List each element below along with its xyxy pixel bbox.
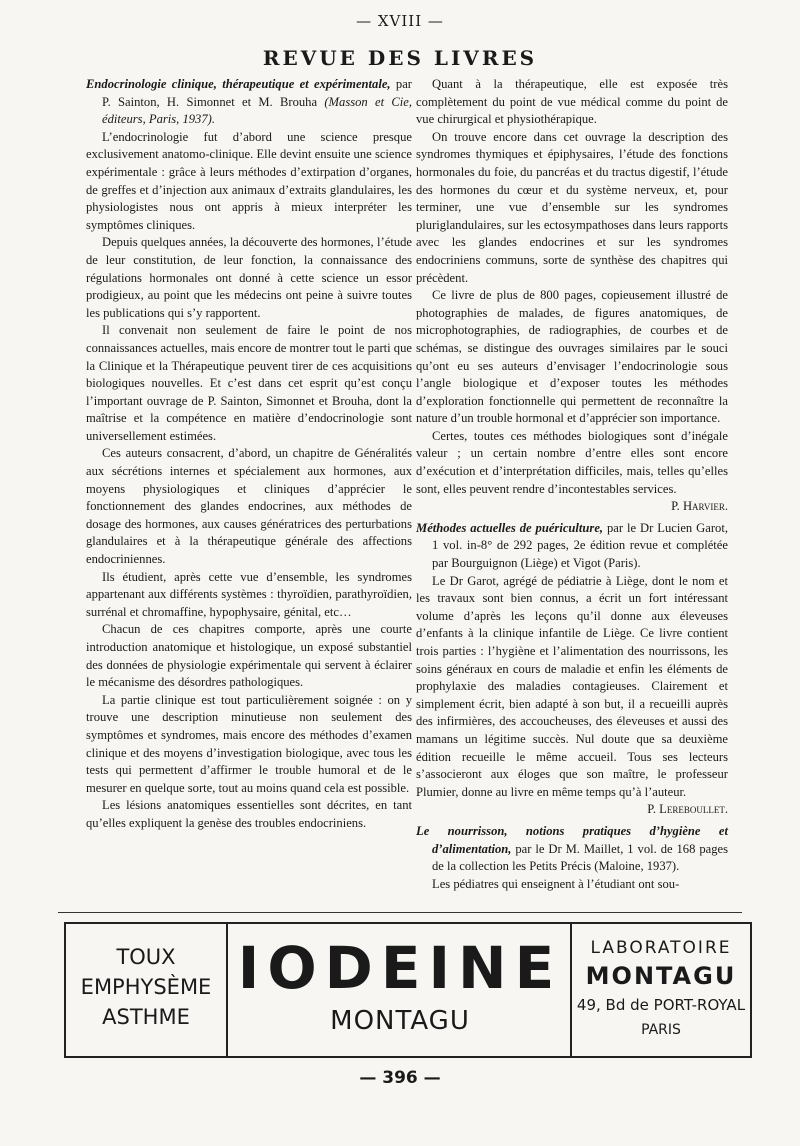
ad-address: 49, Bd de PORT-ROYAL: [576, 996, 746, 1014]
right-column: [416, 76, 728, 893]
section-title: REVUE DES LIVRES: [262, 46, 538, 70]
paragraph: Ce livre de plus de 800 pages, copieusement illustré de photographies de malades, de figures anatomiques, de microphotographies, de radiographies, de courbes et de schémas, se distingue des ouvrages similaires par le souci qu’ont eu ses auteurs d’envisager l’endocrinologie sous l’angle biologique et d’exposer toutes les méthodes d’exploration fonctionnelle qui permettent de reconnaître la nature d’un trouble hormonal et d’apprécier son importance.: [416, 288, 728, 426]
paragraph: Les lésions anatomiques essentielles sont décrites, en tant qu’elles expliquent la genèse des troubles endocriniens.: [86, 798, 412, 830]
review-1-heading: [86, 76, 412, 129]
signature: P. Harvier.: [671, 499, 728, 514]
paragraph: Ces auteurs consacrent, d’abord, un chapitre de Généralités aux sécrétions internes et spécialement aux hormones, aux moyens physiologiques et cliniques d’apprécier le fonctionnement des glandes endocrines, aux méthodes de dosage des hormones, aux causes génératrices des perturbations glandulaires et à la thérapeutique générale des affections endocriniennes.: [86, 446, 412, 567]
review-3-byline: par le Dr M. Maillet, 1 vol. de 168 pages de la collection les Petits Précis (Maloine, 1937).: [432, 841, 728, 874]
paragraph: Ils étudient, après cette vue d’ensemble, les syndromes appartenant aux différents systèmes : thyroïdien, parathyroïdien, surrénal et chromaffine, hypophysaire, génital, etc…: [86, 569, 412, 619]
review-2-title: Méthodes actuelles de puériculture,: [416, 520, 604, 535]
ad-lab-name: MONTAGU: [585, 962, 737, 990]
ad-indication: TOUX: [116, 945, 176, 969]
review-1-title: Endocrinologie clinique, thérapeutique et expérimentale,: [86, 77, 391, 91]
ad-lab-panel: [570, 924, 750, 1056]
ad-indication: ASTHME: [102, 1005, 190, 1029]
ad-indications: [66, 924, 228, 1056]
ad-brand-sub: MONTAGU: [330, 1006, 470, 1036]
ad-brand: IODEINE: [237, 934, 563, 1002]
divider: [58, 912, 742, 913]
paragraph: La partie clinique est tout particulièrement soignée : on y trouve une description minutieuse non seulement des symptômes et syndromes, mais encore des méthodes d’examen clinique et des moyens d’investigation biologique, avec tous les tests qui permettent d’affirmer le trouble humoral et de le mesurer en quelque sorte, tout au moins quand cela est possible.: [86, 692, 412, 795]
folio: — XVIII —: [356, 12, 444, 30]
paragraph: Il convenait non seulement de faire le point de nos connaissances actuelles, mais encore de montrer tout le parti que la Clinique et la Thérapeutique peuvent tirer de ces acquisitions biologiques nouvelles. Et c’est dans cet esprit qu’est conçu l’important ouvrage de P. Sainton, Simonnet et Brouha, dont la maîtrise et la compétence en matière d’endocrinologie sont universellement estimées.: [86, 323, 412, 443]
review-3-heading: [416, 823, 728, 876]
left-column: [86, 76, 412, 833]
paragraph: Depuis quelques années, la découverte des hormones, l’étude de leur constitution, de leur fonction, la connaissance des régulations hormonales ont donné à cette science un essor prodigieux, au point que les médecins ont peine à suivre toutes les publications qui s’y rapportent.: [86, 235, 412, 320]
ad-lab: LABORATOIRE: [590, 938, 732, 958]
review-3-title: Le nourrisson, notions pratiques d’hygiène et d’alimentation,: [416, 823, 728, 856]
paragraph: L’endocrinologie fut d’abord une science presque exclusivement anatomo-clinique. Elle devint ensuite une science expérimentale : grâce à leurs méthodes d’extirpation d’organes, de greffes et d’injection aux animaux d’extraits glandulaires, les physiologistes nous ont appris à mieux interpréter les symptômes cliniques.: [86, 129, 412, 232]
signature: P. Lereboullet.: [647, 802, 728, 817]
paragraph: On trouve encore dans cet ouvrage la description des syndromes thymiques et épiphysaires, l’étude des fonctions hormonales du foie, du pancréas et du tractus digestif, l’étude des hormones du cœur et du système nerveux, et, pour terminer, une vue d’ensemble sur les syndromes pluriglandulaires, sur les ectosympathoses dans leurs rapports avec les glandes endocrines et sur les syndromes endocriniens communs, sorte de synthèse des chapitres qui précèdent.: [416, 129, 728, 285]
paragraph: Certes, toutes ces méthodes biologiques sont d’inégale valeur ; un certain nombre d’entre elles sont encore d’exécution et d’interprétation difficiles, mais, telles qu’elles sont, elles peuvent rendre d’incontestables services.: [416, 428, 728, 496]
paragraph: Chacun de ces chapitres comporte, après une courte introduction anatomique et histologique, un exposé substantiel des données de physiologie expérimentale qui servent à éclairer le mécanisme des désordres pathologiques.: [86, 622, 412, 690]
ad-brand-panel: [230, 924, 570, 1056]
review-2-byline: par le Dr Lucien Garot, 1 vol. in-8° de 292 pages, 2e édition revue et complétée par Bourguignon (Liège) et Vigot (Paris).: [432, 520, 728, 571]
review-1-byline: par P. Sainton, H. Simonnet et M. Brouha: [102, 77, 412, 109]
paragraph: Quant à la thérapeutique, elle est exposée très complètement du point de vue médical comme du point de vue chirurgical et physiothérapique.: [416, 77, 728, 127]
review-1-publisher: (Masson et Cie, éditeurs, Paris, 1937).: [102, 94, 412, 127]
advertisement: [64, 922, 752, 1058]
review-2-heading: [416, 520, 728, 573]
paragraph: Le Dr Garot, agrégé de pédiatrie à Liège, dont le nom et les travaux sont bien connus, a écrit un fort intéressant volume d’après les leçons qu’il donne aux éleveuses d’enfants à la clinique infantile de Liège. Ce livre contient trois parties : l’hygiène et l’alimentation des nourrissons, les soins généraux en cours de maladie et enfin les éléments de prophylaxie des maladies contagieuses. Clairement et simplement écrit, bien adapté à son but, il a recueilli auprès des infirmières, des accoucheuses, des éleveuses et aussi des mamans un légitime succès. Nul doute que sa deuxième édition recueille le même accueil. Tous ses lecteurs s’associeront aux éloges que son maître, le professeur Plumier, donne au livre en même temps qu’à l’auteur.: [416, 573, 728, 799]
ad-city: PARIS: [641, 1022, 681, 1038]
ad-indication: EMPHYSÈME: [80, 975, 212, 999]
paragraph: Les pédiatres qui enseignent à l’étudiant ont sou-: [432, 876, 680, 891]
page-number: — 396 —: [359, 1068, 441, 1088]
